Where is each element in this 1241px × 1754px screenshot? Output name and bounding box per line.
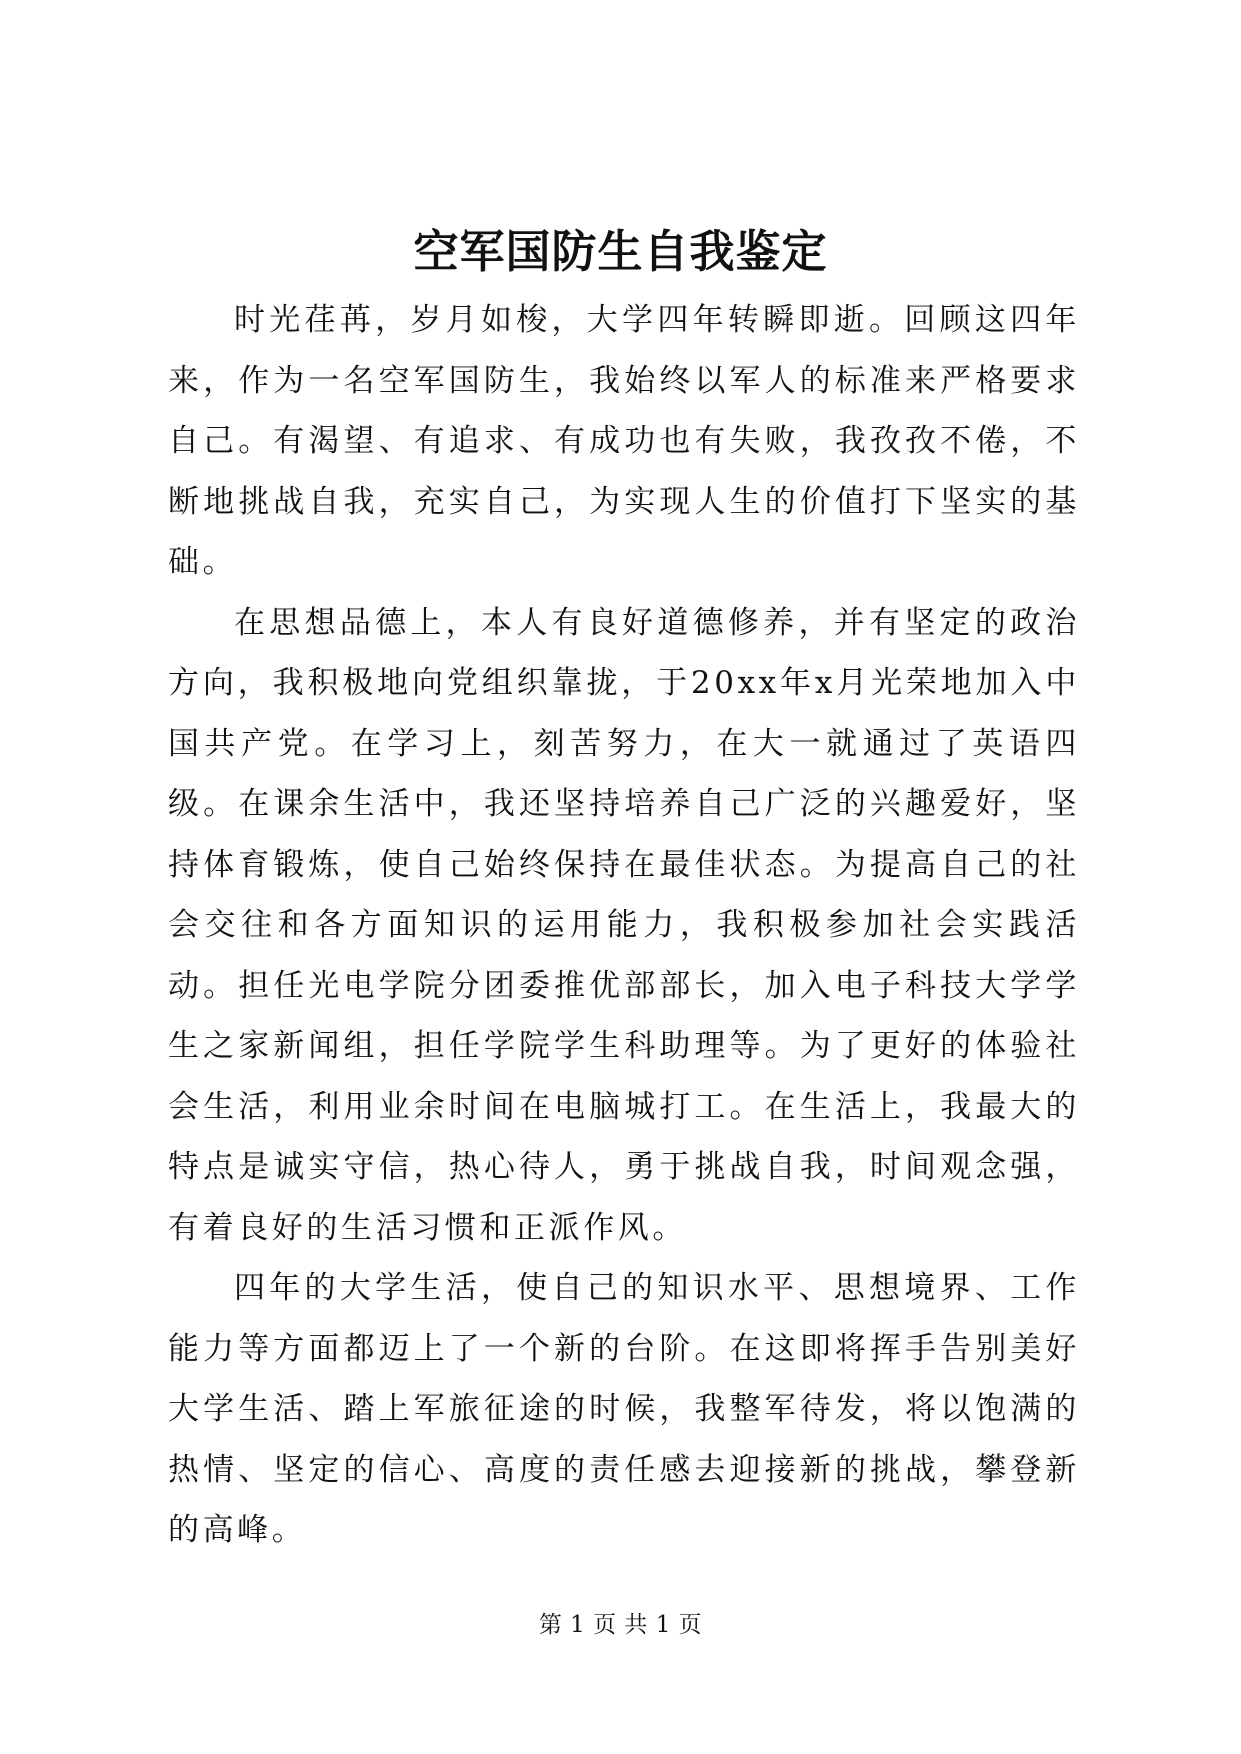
- document-body: [168, 290, 1080, 1561]
- paragraph-2: 在思想品德上，本人有良好道德修养，并有坚定的政治方向，我积极地向党组织靠拢，于20xx年x月光荣地加入中国共产党。在学习上，刻苦努力，在大一就通过了英语四级。在课余生活中，我还坚持培养自己广泛的兴趣爱好，坚持体育锻炼，使自己始终保持在最佳状态。为提高自己的社会交往和各方面知识的运用能力，我积极参加社会实践活动。担任光电学院分团委推优部部长，加入电子科技大学学生之家新闻组，担任学院学生科助理等。为了更好的体验社会生活，利用业余时间在电脑城打工。在生活上，我最大的特点是诚实守信，热心待人，勇于挑战自我，时间观念强，有着良好的生活习惯和正派作风。: [168, 604, 1080, 1246]
- document-title: 空军国防生自我鉴定: [413, 225, 828, 278]
- page-footer: 第 1 页 共 1 页: [538, 1612, 703, 1638]
- paragraph-3: 四年的大学生活，使自己的知识水平、思想境界、工作能力等方面都迈上了一个新的台阶。在这即将挥手告别美好大学生活、踏上军旅征途的时候，我整军待发，将以饱满的热情、坚定的信心、高度的责任感去迎接新的挑战，攀登新的高峰。: [168, 1270, 1080, 1548]
- paragraph-1: 时光荏苒，岁月如梭，大学四年转瞬即逝。回顾这四年来，作为一名空军国防生，我始终以军人的标准来严格要求自己。有渴望、有追求、有成功也有失败，我孜孜不倦，不断地挑战自我，充实自己，为实现人生的价值打下坚实的基础。: [168, 302, 1080, 580]
